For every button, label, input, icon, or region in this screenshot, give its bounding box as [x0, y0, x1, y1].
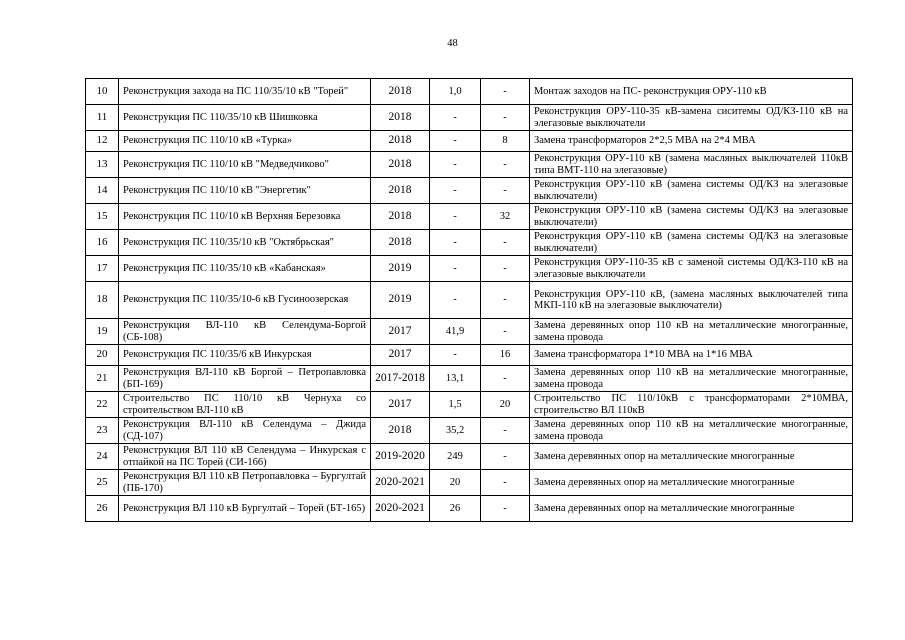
row-number-cell: 14 — [86, 178, 119, 204]
project-year-cell: 2020-2021 — [371, 470, 430, 496]
transformer-power-cell: - — [481, 256, 530, 282]
project-description-cell: Реконструкция ОРУ-110-35 кВ-замена сиситемы ОД/КЗ-110 кВ на элегазовые выключатели — [530, 105, 853, 131]
project-description-cell: Замена деревянных опор на металлические многогранные — [530, 470, 853, 496]
project-name-cell: Строительство ПС 110/10 кВ Чернуха со строительством ВЛ-110 кВ — [119, 392, 371, 418]
transformer-power-cell: 8 — [481, 131, 530, 152]
table-row — [86, 345, 853, 366]
project-name-cell: Реконструкция ПС 110/35/10 кВ Шишковка — [119, 105, 371, 131]
project-name-cell: Реконструкция ПС 110/35/10 кВ "Октябрьская" — [119, 230, 371, 256]
project-name-cell: Реконструкция ПС 110/10 кВ «Турка» — [119, 131, 371, 152]
project-name-cell: Реконструкция захода на ПС 110/35/10 кВ "Торей" — [119, 79, 371, 105]
transformer-power-cell: - — [481, 178, 530, 204]
line-length-cell: - — [430, 345, 481, 366]
project-description-cell: Реконструкция ОРУ-110 кВ, (замена масляных выключателей типа МКП-110 кВ на элегазовые выключатели) — [530, 282, 853, 319]
transformer-power-cell: - — [481, 79, 530, 105]
project-name-cell: Реконструкция ВЛ-110 кВ Боргой – Петропавловка (БП-169) — [119, 366, 371, 392]
transformer-power-cell: 16 — [481, 345, 530, 366]
line-length-cell: 35,2 — [430, 418, 481, 444]
line-length-cell: - — [430, 282, 481, 319]
transformer-power-cell: 32 — [481, 204, 530, 230]
transformer-power-cell: - — [481, 444, 530, 470]
row-number-cell: 20 — [86, 345, 119, 366]
project-year-cell: 2017 — [371, 345, 430, 366]
line-length-cell: 26 — [430, 496, 481, 522]
table-row — [86, 178, 853, 204]
table-row — [86, 470, 853, 496]
table-row — [86, 230, 853, 256]
project-description-cell: Реконструкция ОРУ-110 кВ (замена системы ОД/КЗ на элегазовые выключатели) — [530, 204, 853, 230]
line-length-cell: 1,5 — [430, 392, 481, 418]
project-year-cell: 2020-2021 — [371, 496, 430, 522]
project-description-cell: Замена деревянных опор 110 кВ на металлические многогранные, замена провода — [530, 319, 853, 345]
project-year-cell: 2018 — [371, 79, 430, 105]
row-number-cell: 15 — [86, 204, 119, 230]
project-year-cell: 2018 — [371, 131, 430, 152]
row-number-cell: 25 — [86, 470, 119, 496]
row-number-cell: 17 — [86, 256, 119, 282]
project-description-cell: Реконструкция ОРУ-110-35 кВ с заменой системы ОД/КЗ-110 кВ на элегазовые выключатели — [530, 256, 853, 282]
table-row — [86, 131, 853, 152]
transformer-power-cell: - — [481, 105, 530, 131]
projects-table-body — [86, 79, 853, 522]
row-number-cell: 22 — [86, 392, 119, 418]
project-year-cell: 2018 — [371, 230, 430, 256]
project-name-cell: Реконструкция ПС 110/10 кВ "Энергетик" — [119, 178, 371, 204]
project-description-cell: Замена трансформаторов 2*2,5 МВА на 2*4 МВА — [530, 131, 853, 152]
line-length-cell: 13,1 — [430, 366, 481, 392]
row-number-cell: 10 — [86, 79, 119, 105]
row-number-cell: 26 — [86, 496, 119, 522]
row-number-cell: 21 — [86, 366, 119, 392]
project-description-cell: Реконструкция ОРУ-110 кВ (замена системы ОД/КЗ на элегазовые выключатели) — [530, 178, 853, 204]
transformer-power-cell: - — [481, 366, 530, 392]
project-name-cell: Реконструкция ВЛ-110 кВ Селендума-Боргой (СБ-108) — [119, 319, 371, 345]
project-year-cell: 2019 — [371, 282, 430, 319]
transformer-power-cell: - — [481, 470, 530, 496]
row-number-cell: 11 — [86, 105, 119, 131]
project-name-cell: Реконструкция ВЛ 110 кВ Селендума – Инкурская с отпайкой на ПС Торей (СИ-166) — [119, 444, 371, 470]
project-name-cell: Реконструкция ВЛ-110 кВ Селендума – Джида (СД-107) — [119, 418, 371, 444]
row-number-cell: 13 — [86, 152, 119, 178]
row-number-cell: 24 — [86, 444, 119, 470]
project-name-cell: Реконструкция ПС 110/35/10-6 кВ Гусиноозерская — [119, 282, 371, 319]
project-name-cell: Реконструкция ПС 110/10 кВ "Медведчиково" — [119, 152, 371, 178]
table-row — [86, 319, 853, 345]
row-number-cell: 19 — [86, 319, 119, 345]
table-row — [86, 79, 853, 105]
line-length-cell: - — [430, 152, 481, 178]
line-length-cell: 20 — [430, 470, 481, 496]
line-length-cell: 41,9 — [430, 319, 481, 345]
project-description-cell: Строительство ПС 110/10кВ с трансформаторами 2*10МВА, строительство ВЛ 110кВ — [530, 392, 853, 418]
project-description-cell: Замена трансформатора 1*10 МВА на 1*16 МВА — [530, 345, 853, 366]
transformer-power-cell: 20 — [481, 392, 530, 418]
table-row — [86, 282, 853, 319]
project-name-cell: Реконструкция ПС 110/35/10 кВ «Кабанская» — [119, 256, 371, 282]
row-number-cell: 23 — [86, 418, 119, 444]
line-length-cell: - — [430, 178, 481, 204]
table-row — [86, 204, 853, 230]
line-length-cell: - — [430, 256, 481, 282]
table-row — [86, 418, 853, 444]
project-description-cell: Замена деревянных опор на металлические многогранные — [530, 444, 853, 470]
transformer-power-cell: - — [481, 319, 530, 345]
project-year-cell: 2019 — [371, 256, 430, 282]
project-year-cell: 2017 — [371, 319, 430, 345]
project-year-cell: 2017-2018 — [371, 366, 430, 392]
table-row — [86, 105, 853, 131]
project-name-cell: Реконструкция ВЛ 110 кВ Бургултай – Торей (БТ-165) — [119, 496, 371, 522]
project-name-cell: Реконструкция ПС 110/10 кВ Верхняя Березовка — [119, 204, 371, 230]
project-year-cell: 2018 — [371, 152, 430, 178]
line-length-cell: - — [430, 230, 481, 256]
transformer-power-cell: - — [481, 418, 530, 444]
transformer-power-cell: - — [481, 282, 530, 319]
project-description-cell: Замена деревянных опор 110 кВ на металлические многогранные, замена провода — [530, 418, 853, 444]
project-year-cell: 2018 — [371, 418, 430, 444]
projects-table — [85, 78, 853, 522]
line-length-cell: - — [430, 131, 481, 152]
project-year-cell: 2018 — [371, 105, 430, 131]
project-year-cell: 2019-2020 — [371, 444, 430, 470]
line-length-cell: 249 — [430, 444, 481, 470]
project-year-cell: 2017 — [371, 392, 430, 418]
table-row — [86, 392, 853, 418]
table-row — [86, 256, 853, 282]
project-description-cell: Реконструкция ОРУ-110 кВ (замена масляных выключателей 110кВ типа ВМТ-110 на элегазовые) — [530, 152, 853, 178]
transformer-power-cell: - — [481, 496, 530, 522]
page-number: 48 — [447, 38, 458, 49]
row-number-cell: 12 — [86, 131, 119, 152]
project-description-cell: Реконструкция ОРУ-110 кВ (замена системы ОД/КЗ на элегазовые выключатели) — [530, 230, 853, 256]
project-name-cell: Реконструкция ВЛ 110 кВ Петропавловка – Бургултай (ПБ-170) — [119, 470, 371, 496]
row-number-cell: 16 — [86, 230, 119, 256]
project-description-cell: Замена деревянных опор 110 кВ на металлические многогранные, замена провода — [530, 366, 853, 392]
line-length-cell: - — [430, 204, 481, 230]
project-name-cell: Реконструкция ПС 110/35/6 кВ Инкурская — [119, 345, 371, 366]
table-row — [86, 444, 853, 470]
project-year-cell: 2018 — [371, 178, 430, 204]
table-row — [86, 152, 853, 178]
table-row — [86, 366, 853, 392]
project-description-cell: Замена деревянных опор на металлические многогранные — [530, 496, 853, 522]
project-description-cell: Монтаж заходов на ПС- реконструкция ОРУ-110 кВ — [530, 79, 853, 105]
line-length-cell: - — [430, 105, 481, 131]
project-year-cell: 2018 — [371, 204, 430, 230]
row-number-cell: 18 — [86, 282, 119, 319]
table-row — [86, 496, 853, 522]
line-length-cell: 1,0 — [430, 79, 481, 105]
transformer-power-cell: - — [481, 152, 530, 178]
transformer-power-cell: - — [481, 230, 530, 256]
